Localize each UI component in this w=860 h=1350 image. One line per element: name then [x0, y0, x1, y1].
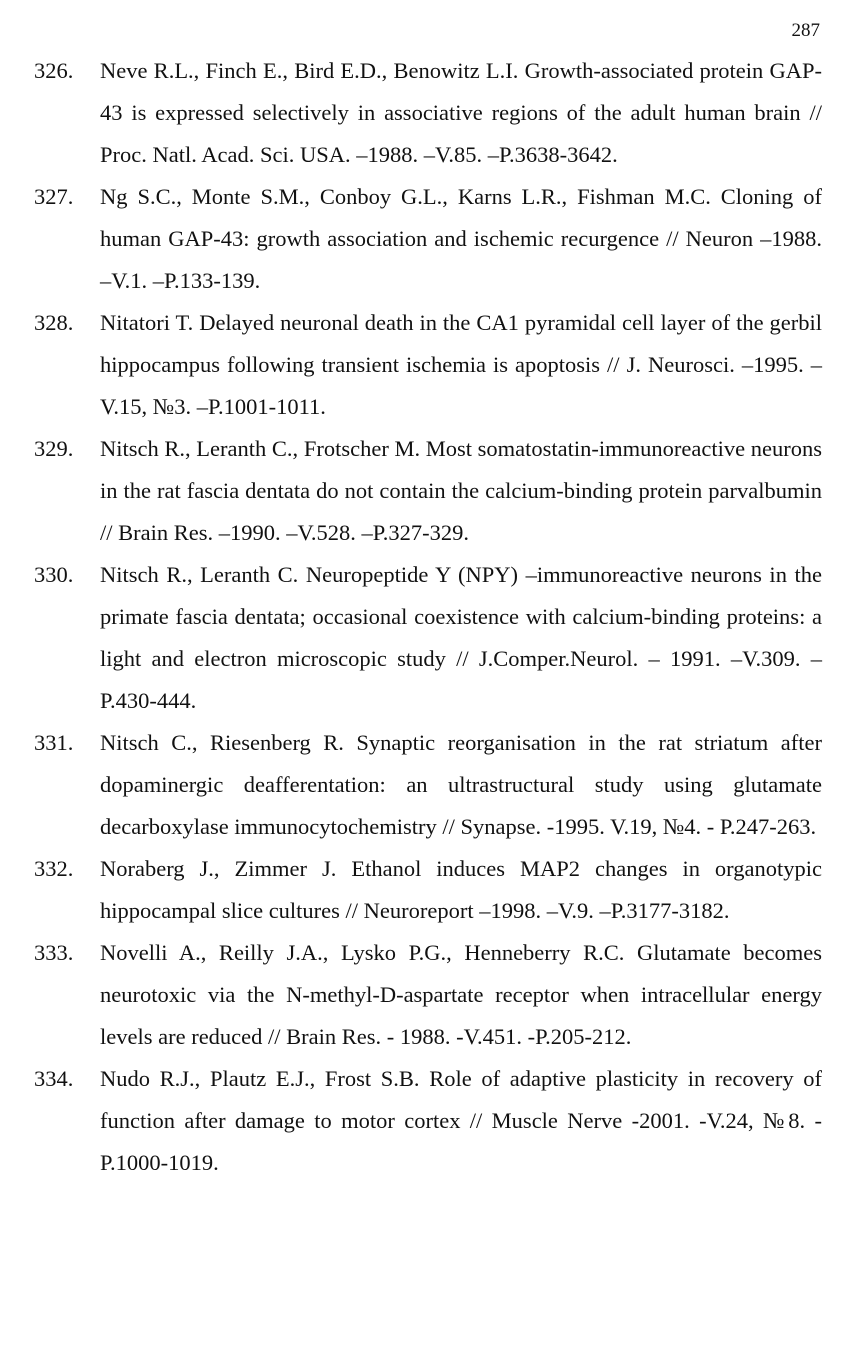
- reference-item: [0, 848, 860, 932]
- reference-number: 328.: [34, 310, 74, 335]
- reference-item: [0, 428, 860, 554]
- reference-text: Nudo R.J., Plautz E.J., Frost S.B. Role of adaptive plasticity in recovery of function after damage to motor cortex // Muscle Nerve -2001. -V.24, №8. -P.1000-1019.: [100, 1066, 822, 1175]
- reference-item: [0, 302, 860, 428]
- page-number: 287: [791, 20, 820, 41]
- reference-text: Nitatori T. Delayed neuronal death in the CA1 pyramidal cell layer of the gerbil hippocampus following transient ischemia is apoptosis // J. Neurosci. –1995. –V.15, №3. –P.1001-1011.: [100, 310, 822, 419]
- reference-number: 334.: [34, 1066, 74, 1091]
- reference-item: [0, 554, 860, 722]
- reference-number: 326.: [34, 58, 74, 83]
- reference-text: Ng S.C., Monte S.M., Conboy G.L., Karns L.R., Fishman M.C. Cloning of human GAP-43: growth association and ischemic recurgence // Neuron –1988. –V.1. –P.133-139.: [100, 184, 822, 293]
- reference-text: Nitsch R., Leranth C., Frotscher M. Most somatostatin-immunoreactive neurons in the rat fascia dentata do not contain the calcium-binding protein parvalbumin // Brain Res. –1990. –V.528. –P.327-329.: [100, 436, 822, 545]
- reference-item: [0, 722, 860, 848]
- reference-list: [0, 50, 860, 1184]
- reference-item: [0, 1058, 860, 1184]
- reference-number: 327.: [34, 184, 74, 209]
- reference-number: 333.: [34, 940, 74, 965]
- reference-number: 330.: [34, 562, 74, 587]
- reference-item: [0, 932, 860, 1058]
- reference-text: Nitsch R., Leranth C. Neuropeptide Y (NPY) –immunoreactive neurons in the primate fascia dentata; occasional coexistence with calcium-binding proteins: a light and electron microscopic study // J.Comper.Neurol. – 1991. –V.309. –P.430-444.: [100, 562, 822, 713]
- reference-item: [0, 50, 860, 176]
- reference-number: 332.: [34, 856, 74, 881]
- reference-text: Novelli A., Reilly J.A., Lysko P.G., Henneberry R.C. Glutamate becomes neurotoxic via the N-methyl-D-aspartate receptor when intracellular energy levels are reduced // Brain Res. - 1988. -V.451. -P.205-212.: [100, 940, 822, 1049]
- reference-text: Noraberg J., Zimmer J. Ethanol induces MAP2 changes in organotypic hippocampal slice cultures // Neuroreport –1998. –V.9. –P.3177-3182.: [100, 856, 822, 923]
- reference-text: Nitsch C., Riesenberg R. Synaptic reorganisation in the rat striatum after dopaminergic deafferentation: an ultrastructural study using glutamate decarboxylase immunocytochemistry // Synapse. -1995. V.19, №4. - P.247-263.: [100, 730, 822, 839]
- reference-number: 331.: [34, 730, 74, 755]
- reference-item: [0, 176, 860, 302]
- reference-text: Neve R.L., Finch E., Bird E.D., Benowitz L.I. Growth-associated protein GAP-43 is expressed selectively in associative regions of the adult human brain // Proc. Natl. Acad. Sci. USA. –1988. –V.85. –P.3638-3642.: [100, 58, 822, 167]
- reference-number: 329.: [34, 436, 74, 461]
